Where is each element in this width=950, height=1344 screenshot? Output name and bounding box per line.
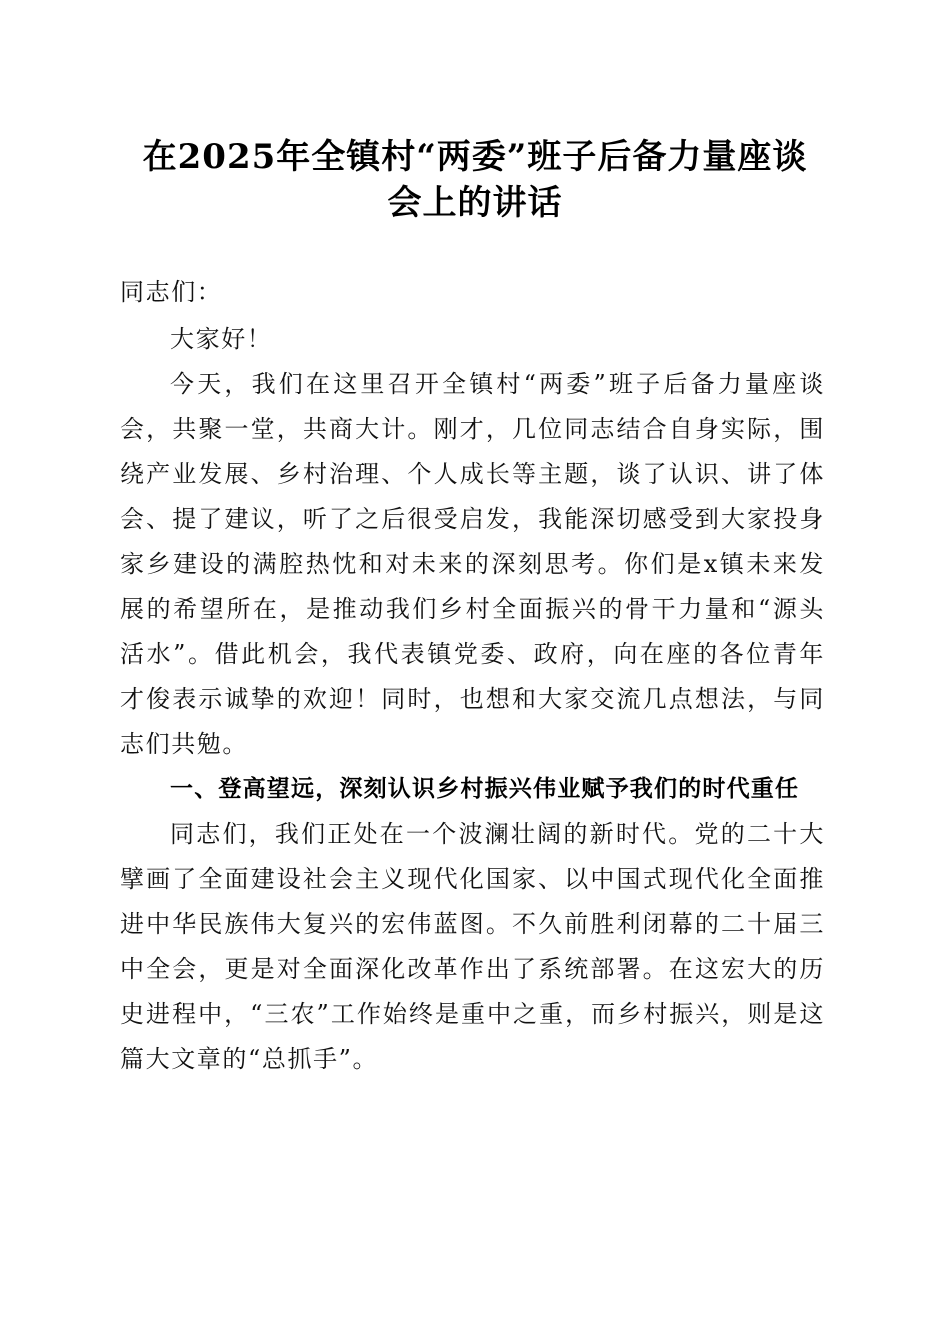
document-body bbox=[120, 270, 825, 1082]
intro-paragraph: 今天，我们在这里召开全镇村“两委”班子后备力量座谈会，共聚一堂，共商大计。刚才，几位同志结合自身实际，围绕产业发展、乡村治理、个人成长等主题，谈了认识、讲了体会、提了建议，听了之后很受启发，我能深切感受到大家投身家乡建设的满腔热忱和对未来的深刻思考。你们是x镇未来发展的希望所在，是推动我们乡村全面振兴的骨干力量和“源头活水”。借此机会，我代表镇党委、政府，向在座的各位青年才俊表示诚挚的欢迎！同时，也想和大家交流几点想法，与同志们共勉。 bbox=[120, 370, 825, 758]
title-line-1: 在2025年全镇村“两委”班子后备力量座谈 bbox=[142, 137, 808, 177]
section-1-heading: 一、登高望远，深刻认识乡村振兴伟业赋予我们的时代重任 bbox=[170, 776, 800, 802]
title-line-2: 会上的讲话 bbox=[387, 183, 563, 223]
document-title bbox=[100, 134, 850, 226]
section-1-paragraph-1: 同志们，我们正处在一个波澜壮阔的新时代。党的二十大擘画了全面建设社会主义现代化国家、以中国式现代化全面推进中华民族伟大复兴的宏伟蓝图。不久前胜利闭幕的二十届三中全会，更是对全面深化改革作出了系统部署。在这宏大的历史进程中，“三农”工作始终是重中之重，而乡村振兴，则是这篇大文章的“总抓手”。 bbox=[120, 820, 825, 1073]
greeting: 大家好！ bbox=[170, 325, 273, 353]
salutation: 同志们： bbox=[120, 278, 223, 306]
